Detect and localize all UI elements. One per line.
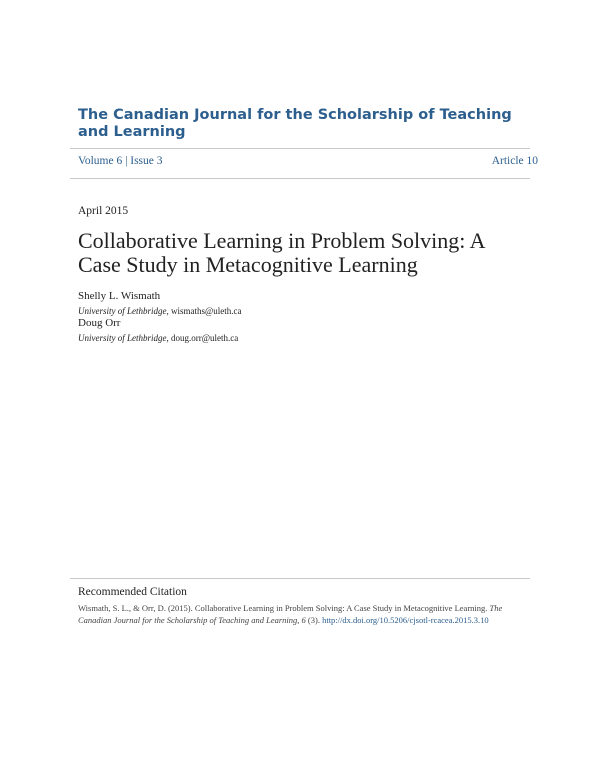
author-affiliation (78, 306, 242, 316)
doi-link[interactable]: http://dx.doi.org/10.5206/cjsotl-rcacea.2015.3.10 (322, 615, 489, 625)
citation-authors-title: Wismath, S. L., & Orr, D. (2015). Collaborative Learning in Problem Solving: A Case Study in Metacognitive Learning. (78, 603, 490, 613)
citation-issue: (3). (305, 615, 323, 625)
author-name: Shelly L. Wismath (78, 290, 161, 302)
top-divider (70, 148, 530, 149)
author-email: , wismaths@uleth.ca (166, 306, 242, 316)
citation-divider (70, 578, 530, 579)
author-institution: University of Lethbridge (78, 306, 167, 316)
citation-text (78, 602, 528, 626)
volume-issue-link[interactable]: Volume 6 | Issue 3 (78, 155, 163, 167)
paper-title: Collaborative Learning in Problem Solving: A Case Study in Metacognitive Learning (78, 228, 485, 277)
journal-title[interactable]: The Canadian Journal for the Scholarship of Teaching and Learning (78, 107, 512, 140)
citation-journal: The Canadian Journal for the Scholarship of Teaching and Learning, 6 (78, 603, 503, 625)
article-number-link[interactable]: Article 10 (491, 155, 538, 167)
volume-divider (70, 178, 530, 179)
publication-date: April 2015 (78, 205, 129, 217)
author-affiliation (78, 333, 238, 343)
volume-row (78, 155, 538, 167)
author-institution: University of Lethbridge (78, 333, 167, 343)
author-name: Doug Orr (78, 317, 121, 329)
recommended-citation-heading: Recommended Citation (78, 586, 187, 598)
author-email: , doug.orr@uleth.ca (166, 333, 239, 343)
